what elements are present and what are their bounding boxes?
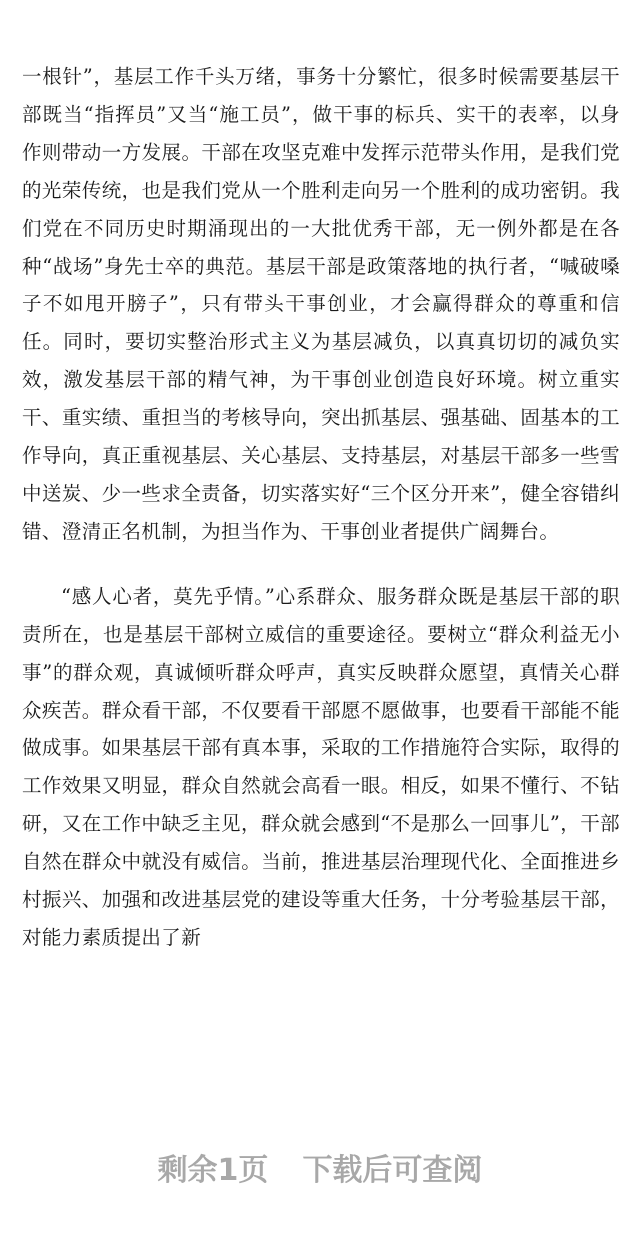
document-body bbox=[22, 58, 620, 957]
paragraph-1: 一根针”，基层工作千头万绪，事务十分繁忙，很多时候需要基层干部既当“指挥员”又当“施工员”，做干事的标兵、实干的表率，以身作则带动一方发展。干部在攻坚克难中发挥示范带头作用，是我们党的光荣传统，也是我们党从一个胜利走向另一个胜利的成功密钥。我们党在不同历史时期涌现出的一大批优秀干部，无一例外都是在各种“战场”身先士卒的典范。基层干部是政策落地的执行者，“喊破嗓子不如甩开膀子”，只有带头干事创业，才会赢得群众的尊重和信任。同时，要切实整治形式主义为基层减负，以真真切切的减负实效，激发基层干部的精气神，为干事创业创造良好环境。树立重实干、重实绩、重担当的考核导向，突出抓基层、强基础、固基本的工作导向，真正重视基层、关心基层、支持基层，对基层干部多一些雪中送炭、少一些求全责备，切实落实好“三个区分开来”，健全容错纠错、澄清正名机制，为担当作为、干事创业者提供广阔舞台。 bbox=[22, 65, 620, 543]
paragraph-2: “感人心者，莫先乎情。”心系群众、服务群众既是基层干部的职责所在，也是基层干部树立威信的重要途径。要树立“群众利益无小事”的群众观，真诚倾听群众呼声，真实反映群众愿望，真情关心群众疾苦。群众看干部，不仅要看干部愿不愿做事，也要看干部能不能做成事。如果基层干部有真本事，采取的工作措施符合实际，取得的工作效果又明显，群众自然就会高看一眼。相反，如果不懂行、不钻研，又在工作中缺乏主见，群众就会感到“不是那么一回事儿”，干部自然在群众中就没有威信。当前，推进基层治理现代化、全面推进乡村振兴、加强和改进基层党的建设等重大任务，十分考验基层干部，对能力素质提出了新 bbox=[22, 584, 620, 949]
download-to-read-banner[interactable] bbox=[0, 1148, 640, 1194]
remaining-pages-label: 剩余1页 bbox=[157, 1153, 269, 1188]
download-label: 下载后可查阅 bbox=[302, 1153, 483, 1188]
